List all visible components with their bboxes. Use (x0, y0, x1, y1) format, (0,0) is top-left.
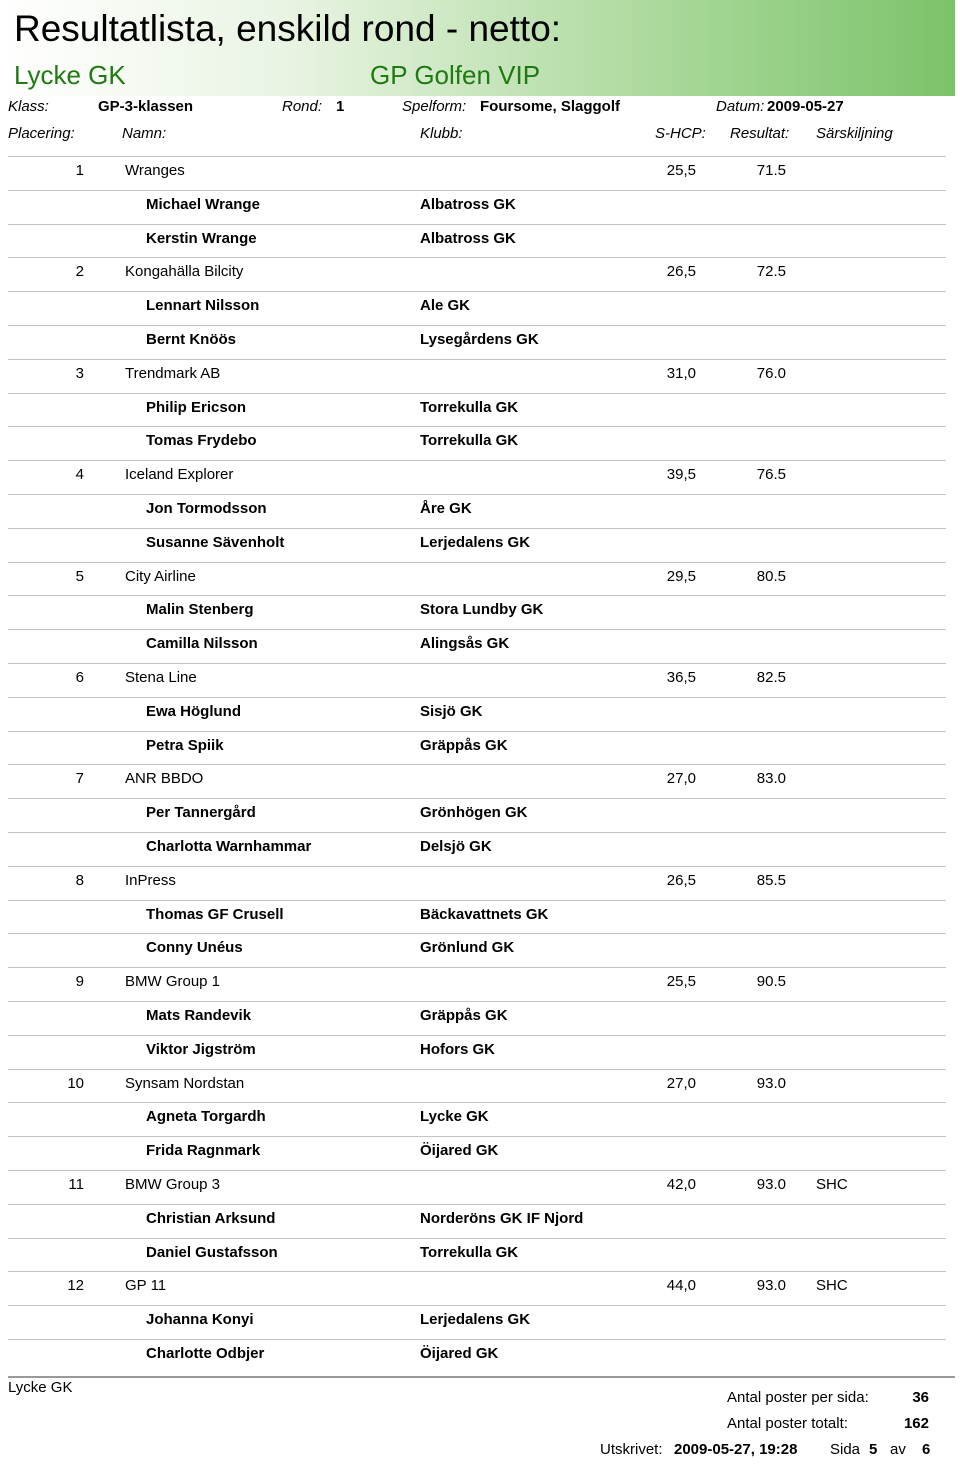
per-page-label: Antal poster per sida: (727, 1389, 869, 1406)
player-row (0, 325, 960, 359)
team-tiebreak: SHC (816, 1277, 848, 1294)
player-name: Johanna Konyi (146, 1311, 254, 1328)
player-name: Charlotte Odbjer (146, 1345, 265, 1362)
team-result: 90.5 (756, 973, 786, 990)
team-result: 93.0 (756, 1176, 786, 1193)
team-result: 72.5 (756, 263, 786, 280)
team-placement: 4 (75, 466, 84, 483)
team-row (0, 156, 960, 190)
player-name: Mats Randevik (146, 1007, 252, 1024)
player-name: Malin Stenberg (146, 601, 254, 618)
player-name: Per Tannergård (146, 804, 256, 821)
player-name: Jon Tormodsson (146, 500, 267, 517)
team-shcp: 31,0 (666, 365, 696, 382)
team-shcp: 27,0 (666, 770, 696, 787)
footer-divider (8, 1376, 955, 1378)
player-row (0, 933, 960, 967)
player-club: Delsjö GK (420, 838, 492, 855)
team-result: 76.5 (756, 466, 786, 483)
player-name: Susanne Sävenholt (146, 534, 285, 551)
player-row (0, 291, 960, 325)
team-placement: 12 (67, 1277, 84, 1294)
team-row (0, 460, 960, 494)
team-row (0, 257, 960, 291)
player-club: Öijared GK (420, 1142, 499, 1159)
team-shcp: 44,0 (666, 1277, 696, 1294)
player-name: Camilla Nilsson (146, 635, 258, 652)
player-club: Albatross GK (420, 196, 516, 213)
player-row (0, 190, 960, 224)
team-result: 93.0 (756, 1277, 786, 1294)
player-row (0, 629, 960, 663)
team-shcp: 29,5 (666, 568, 696, 585)
player-club: Gräppås GK (420, 737, 508, 754)
player-name: Lennart Nilsson (146, 297, 260, 314)
player-row (0, 798, 960, 832)
player-row (0, 595, 960, 629)
player-row (0, 1204, 960, 1238)
team-row (0, 967, 960, 1001)
total-value: 162 (903, 1415, 929, 1432)
player-name: Charlotta Warnhammar (146, 838, 312, 855)
player-club: Grönlund GK (420, 939, 515, 956)
player-row (0, 1305, 960, 1339)
player-row (0, 393, 960, 427)
rond-label: Rond: (282, 98, 323, 115)
team-name: ANR BBDO (125, 770, 204, 787)
team-row (0, 1170, 960, 1204)
team-result: 80.5 (756, 568, 786, 585)
team-name: Trendmark AB (125, 365, 221, 382)
of-label: av (890, 1441, 906, 1458)
printed-label: Utskrivet: (600, 1441, 663, 1458)
player-name: Kerstin Wrange (146, 230, 257, 247)
player-club: Torrekulla GK (420, 1244, 519, 1261)
team-name: BMW Group 3 (125, 1176, 221, 1193)
team-placement: 1 (75, 162, 84, 179)
club-name: Lycke GK (14, 60, 126, 90)
team-result: 85.5 (756, 872, 786, 889)
of-value: 6 (922, 1441, 931, 1458)
player-row (0, 1035, 960, 1069)
team-tiebreak: SHC (816, 1176, 848, 1193)
team-result: 71.5 (756, 162, 786, 179)
team-row (0, 562, 960, 596)
klass-label: Klass: (8, 98, 49, 115)
player-club: Lerjedalens GK (420, 1311, 531, 1328)
team-shcp: 39,5 (666, 466, 696, 483)
team-result: 82.5 (756, 669, 786, 686)
team-placement: 7 (75, 770, 84, 787)
team-result: 76.0 (756, 365, 786, 382)
col-sarskiljning: Särskiljning (816, 125, 893, 142)
player-row (0, 528, 960, 562)
klass-value: GP-3-klassen (98, 98, 194, 115)
player-row (0, 697, 960, 731)
team-placement: 10 (67, 1075, 84, 1092)
player-name: Ewa Höglund (146, 703, 241, 720)
player-club: Hofors GK (420, 1041, 495, 1058)
col-placering: Placering: (8, 125, 75, 142)
team-name: Kongahälla Bilcity (125, 263, 244, 280)
player-name: Christian Arksund (146, 1210, 276, 1227)
team-row (0, 866, 960, 900)
player-name: Thomas GF Crusell (146, 906, 284, 923)
team-row (0, 663, 960, 697)
player-row (0, 1136, 960, 1170)
team-placement: 5 (75, 568, 84, 585)
team-shcp: 25,5 (666, 973, 696, 990)
col-namn: Namn: (122, 125, 167, 142)
team-row (0, 1271, 960, 1305)
player-row (0, 1339, 960, 1373)
team-placement: 9 (75, 973, 84, 990)
page-title: Resultatlista, enskild rond - netto: (14, 8, 562, 49)
player-row (0, 731, 960, 765)
datum-label: Datum: (716, 98, 765, 115)
player-club: Lerjedalens GK (420, 534, 531, 551)
team-placement: 8 (75, 872, 84, 889)
page-value: 5 (869, 1441, 878, 1458)
player-row (0, 1238, 960, 1272)
team-result: 93.0 (756, 1075, 786, 1092)
event-name: GP Golfen VIP (370, 60, 541, 90)
player-name: Tomas Frydebo (146, 432, 257, 449)
spelform-label: Spelform: (402, 98, 467, 115)
team-placement: 11 (68, 1176, 84, 1193)
player-club: Lysegårdens GK (420, 331, 539, 348)
team-row (0, 1069, 960, 1103)
player-club: Norderöns GK IF Njord (420, 1210, 584, 1227)
player-row (0, 900, 960, 934)
player-name: Daniel Gustafsson (146, 1244, 278, 1261)
total-label: Antal poster totalt: (727, 1415, 848, 1432)
player-club: Öijared GK (420, 1345, 499, 1362)
team-name: City Airline (125, 568, 196, 585)
per-page-value: 36 (912, 1389, 929, 1406)
team-name: Iceland Explorer (125, 466, 234, 483)
col-klubb: Klubb: (420, 125, 463, 142)
player-row (0, 224, 960, 258)
team-shcp: 26,5 (666, 263, 696, 280)
datum-value: 2009-05-27 (767, 98, 844, 115)
player-club: Ale GK (420, 297, 471, 314)
player-row (0, 832, 960, 866)
team-placement: 2 (75, 263, 84, 280)
player-club: Lycke GK (420, 1108, 489, 1125)
footer-club: Lycke GK (8, 1379, 73, 1396)
team-name: Stena Line (125, 669, 197, 686)
team-name: GP 11 (125, 1277, 167, 1294)
player-name: Conny Unéus (146, 939, 243, 956)
team-shcp: 27,0 (666, 1075, 696, 1092)
team-row (0, 359, 960, 393)
player-name: Frida Ragnmark (146, 1142, 261, 1159)
player-club: Gräppås GK (420, 1007, 508, 1024)
team-name: Synsam Nordstan (125, 1075, 245, 1092)
page-label: Sida (830, 1441, 861, 1458)
team-name: Wranges (125, 162, 185, 179)
team-placement: 3 (75, 365, 84, 382)
player-row (0, 1102, 960, 1136)
team-placement: 6 (75, 669, 84, 686)
spelform-value: Foursome, Slaggolf (480, 98, 621, 115)
team-name: BMW Group 1 (125, 973, 221, 990)
team-row (0, 764, 960, 798)
team-result: 83.0 (756, 770, 786, 787)
printed-value: 2009-05-27, 19:28 (674, 1441, 798, 1458)
player-name: Bernt Knöös (146, 331, 236, 348)
team-shcp: 42,0 (666, 1176, 696, 1193)
col-shcp: S-HCP: (655, 125, 706, 142)
player-club: Åre GK (420, 500, 472, 517)
rond-value: 1 (336, 98, 345, 115)
player-name: Philip Ericson (146, 399, 247, 416)
team-shcp: 26,5 (666, 872, 696, 889)
team-shcp: 25,5 (666, 162, 696, 179)
player-row (0, 1001, 960, 1035)
player-club: Torrekulla GK (420, 399, 519, 416)
player-row (0, 426, 960, 460)
player-name: Viktor Jigström (146, 1041, 256, 1058)
player-name: Agneta Torgardh (146, 1108, 266, 1125)
col-resultat: Resultat: (730, 125, 790, 142)
player-row (0, 494, 960, 528)
player-club: Bäckavattnets GK (420, 906, 549, 923)
team-name: InPress (125, 872, 176, 889)
player-club: Stora Lundby GK (420, 601, 544, 618)
player-name: Petra Spiik (146, 737, 224, 754)
player-club: Alingsås GK (420, 635, 510, 652)
player-club: Grönhögen GK (420, 804, 528, 821)
player-club: Sisjö GK (420, 703, 483, 720)
player-club: Torrekulla GK (420, 432, 519, 449)
team-shcp: 36,5 (666, 669, 696, 686)
player-name: Michael Wrange (146, 196, 260, 213)
player-club: Albatross GK (420, 230, 516, 247)
